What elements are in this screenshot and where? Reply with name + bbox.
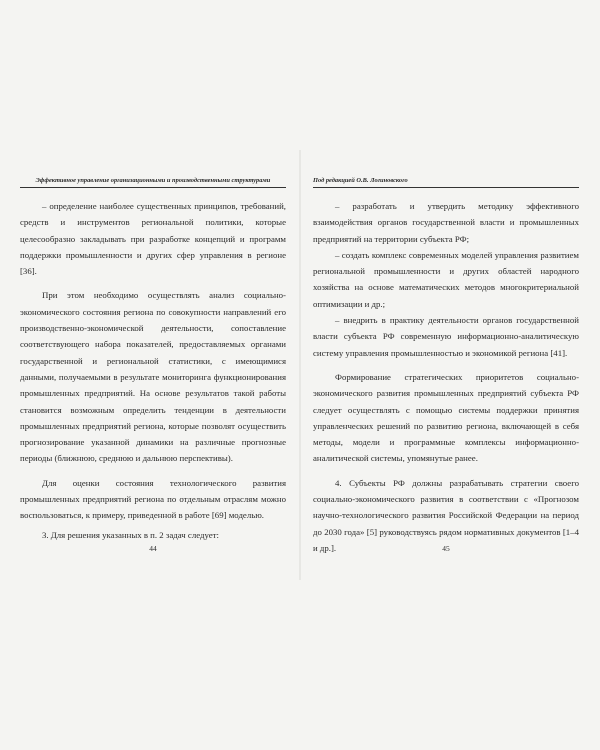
- left-paragraph-4: 3. Для решения указанных в п. 2 задач следует:: [42, 529, 219, 540]
- right-paragraph-5: 4. Субъекты РФ должны разрабатывать стратегии своего социально-экономического развития в соответствии с «Прогнозом научно-технологического развития Российской Федерации на период до 2030 года» [5] руководствуясь рядом нормативных документов [1–4 и др.].: [313, 477, 579, 553]
- left-paragraph-3: Для оценки состояния технологического развития промышленных предприятий региона по отдельным отраслям можно воспользоваться, к примеру, приведенной в работе [69] моделью.: [20, 477, 286, 521]
- left-page: [20, 176, 286, 553]
- left-paragraph-2: При этом необходимо осуществлять анализ социально-экономического состояния региона по совокупности направлений его производственно-экономической деятельности, сопоставление соответствующего набора показателей, предоставляемых органами государственной и региональной статистики, с имеющимися данными, получаемыми в результате мониторинга функционирования промышленных предприятий. На основе результатов такой работы становится возможным определить тенденции в деятельности промышленных предприятий региона, которые позволят осуществить прогнозирование указанной динамики на различные прогнозные периоды (ближнюю, среднюю и дальнюю перспективы).: [20, 290, 286, 464]
- right-page-body: [313, 198, 579, 556]
- right-paragraph-1: – разработать и утвердить методику эффективного взаимодействия органов государственной власти и промышленных предприятий на территории субъекта РФ;: [313, 201, 579, 244]
- book-gutter: [299, 150, 301, 580]
- right-running-head: Под редакцией О.В. Логиновского: [313, 176, 579, 188]
- left-running-head: Эффективное управление организационными и производственными структурами: [20, 176, 286, 188]
- right-paragraph-4: Формирование стратегических приоритетов социально-экономического развития промышленных предприятий субъекта РФ следует осуществлять с помощью системы поддержки принятия управленческих решений по развитию региона, включающей в себя методы, модели и программные комплексы информационно-аналитической системы, упомянутые ранее.: [313, 371, 579, 464]
- right-page: [313, 176, 579, 556]
- left-paragraph-1: – определение наиболее существенных принципов, требований, средств и инструментов региональной политики, которые целесообразно закладывать при разработке концепций и программ поддержки промышленности и других сфер управления в регионе [36].: [20, 201, 286, 277]
- left-page-body: [20, 198, 286, 543]
- right-paragraph-2: – создать комплекс современных моделей управления развитием региональной промышленности и других областей народного хозяйства на основе математических методов многокритериальной оптимизации и др.;: [313, 249, 579, 309]
- left-page-number: 44: [149, 544, 157, 553]
- right-page-number: 45: [442, 544, 450, 553]
- right-paragraph-3: – внедрить в практику деятельности органов государственной власти субъекта РФ современную информационно-аналитическую систему управления промышленностью и экономикой региона [41].: [313, 315, 579, 358]
